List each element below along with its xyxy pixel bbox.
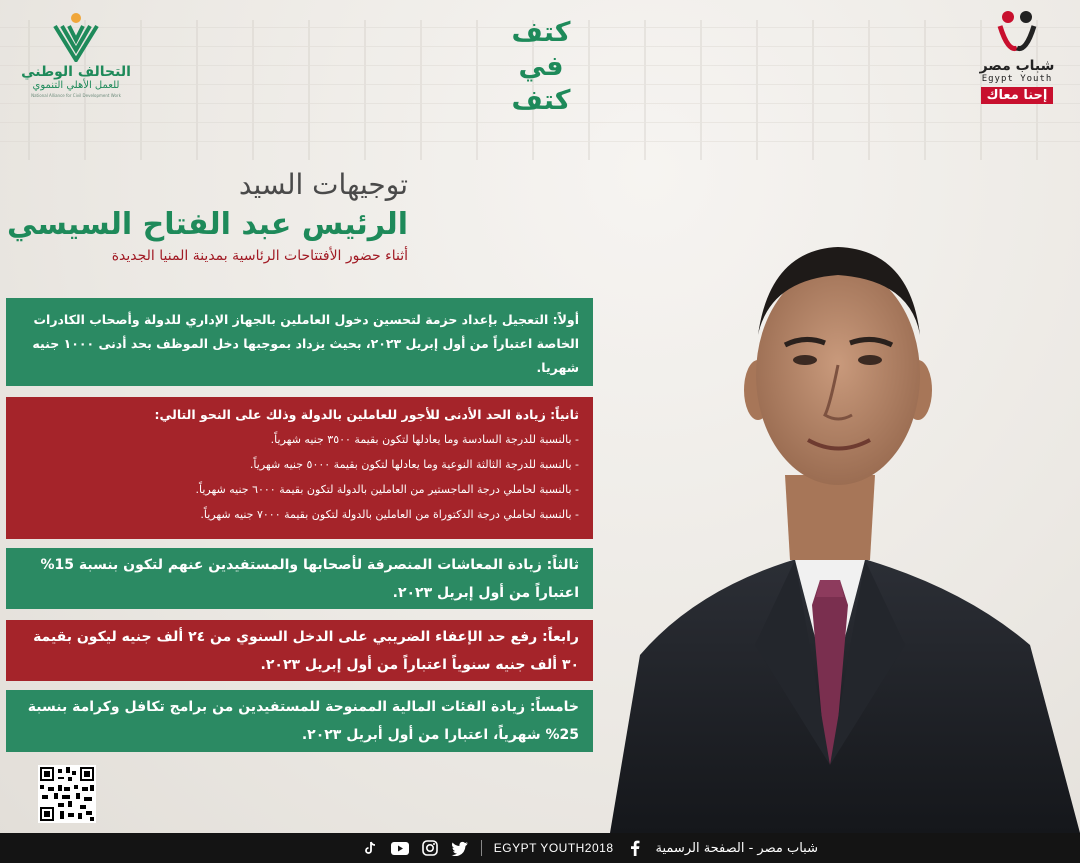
youth-emblem-icon: [992, 8, 1042, 52]
heading-subtitle: أثناء حضور الأفتتاحات الرئاسية بمدينة المنيا الجديدة: [111, 248, 408, 264]
youtube-icon[interactable]: [391, 839, 409, 857]
directive-2-item: - بالنسبة للدرجة الثالثة النوعية وما يعادلها لتكون بقيمة ٥٠٠٠ جنيه شهرياً.: [249, 458, 579, 471]
directive-2-item: - بالنسبة لحاملي درجة الماجستير من العاملين بالدولة لتكون بقيمة ٦٠٠٠ جنيه شهرياً.: [195, 483, 579, 496]
egypt-youth-english: Egypt Youth: [981, 74, 1053, 84]
directive-4-text: رابعاً: رفع حد الإعفاء الضريبي على الدخل السنوي من ٢٤ ألف جنيه ليكون بقيمة ٣٠ ألف جنيه سنوياً اعتباراً من أول إبريل ٢٠٢٣.: [33, 629, 579, 673]
footer-handle[interactable]: EGYPT YOUTH2018: [493, 841, 614, 855]
with-you-badge: إحنا معاك: [981, 87, 1054, 104]
directive-2-item: - بالنسبة للدرجة السادسة وما يعادلها لتكون بقيمة ٣٥٠٠ جنيه شهرياً.: [270, 433, 579, 446]
campaign-line-1: كتف: [511, 17, 571, 48]
directive-1: [6, 298, 593, 386]
campaign-line-3: كتف: [511, 85, 571, 116]
instagram-icon[interactable]: [421, 839, 439, 857]
campaign-line-2: في: [518, 51, 564, 82]
alliance-emblem-icon: [49, 10, 103, 62]
page-heading: [7, 168, 408, 264]
directive-4: [6, 620, 593, 681]
qr-code-icon: [38, 765, 96, 823]
president-portrait: [580, 225, 1080, 833]
directive-2-item: - بالنسبة لحاملي درجة الدكتوراة من العاملين بالدولة لتكون بقيمة ٧٠٠٠ جنيه شهرياً.: [200, 508, 579, 521]
facebook-icon[interactable]: [626, 839, 644, 857]
egypt-youth-logo: [972, 8, 1062, 108]
directive-5-text: خامساً: زيادة الفئات المالية الممنوحة للمستفيدين من برامج تكافل وكرامة بنسبة 25% شهرياً، اعتبارا من أول أبريل ٢٠٢٣.: [27, 699, 579, 743]
directive-3: [6, 548, 593, 609]
directive-3-text: ثالثاً: زيادة المعاشات المنصرفة لأصحابها والمستفيدين عنهم لتكون بنسبة 15% اعتباراً من أول إبريل ٢٠٢٣.: [40, 557, 579, 601]
qr-code[interactable]: [38, 765, 96, 823]
egypt-youth-arabic: شباب مصر: [979, 58, 1055, 74]
heading-line-1: توجيهات السيد: [238, 168, 408, 201]
footer-bar: [0, 833, 1080, 863]
national-alliance-logo: [16, 10, 136, 110]
tiktok-icon[interactable]: [361, 839, 379, 857]
alliance-tagline: للعمل الأهلي التنموي: [32, 80, 120, 91]
alliance-name: التحالف الوطني: [21, 64, 131, 80]
twitter-icon[interactable]: [451, 839, 469, 857]
alliance-small-text: National Alliance for Civil Development Work: [31, 93, 121, 98]
directive-2: [6, 397, 593, 539]
directive-1-text: أولاً: التعجيل بإعداد حزمة لتحسين دخول العاملين بالجهاز الإداري للدولة وأصحاب الكادرات الخاصة اعتباراً من أول إبريل ٢٠٢٣، بحيث يزداد بموجبها دخل الموظف بحد أدنى ١٠٠٠ جنيه شهريا.: [32, 312, 579, 375]
footer-page-label[interactable]: شباب مصر - الصفحة الرسمية: [655, 840, 818, 856]
directive-2-text: ثانياً: زيادة الحد الأدنى للأجور للعاملين بالدولة وذلك على النحو التالي:: [154, 407, 579, 422]
directive-5: [6, 690, 593, 752]
shoulder-to-shoulder-logo: [486, 16, 596, 136]
footer-divider: [481, 840, 482, 856]
heading-president-name: الرئيس عبد الفتاح السيسي: [6, 207, 408, 242]
